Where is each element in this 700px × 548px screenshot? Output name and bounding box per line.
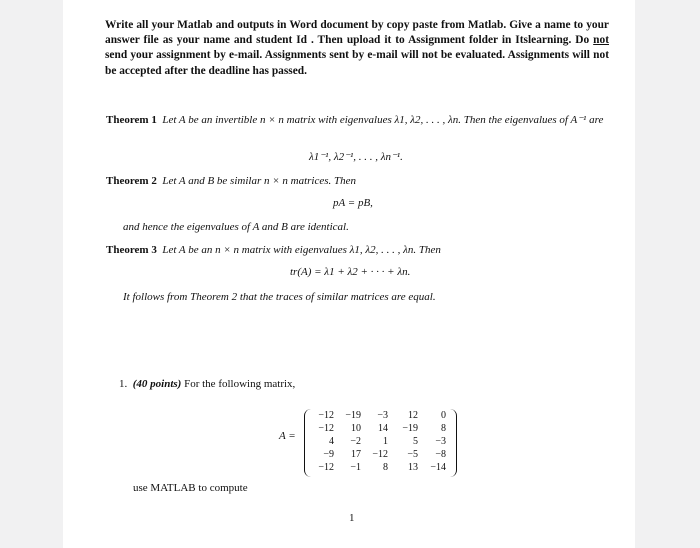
instructions-text-2: send your assignment by e-mail. Assignments sent by e-mail will not be evaluated. Assignments will not be accepted after the deadline has passed. (105, 49, 609, 77)
matrix-row (310, 449, 451, 462)
matrix-row (310, 410, 451, 423)
instructions-not-emphasis: not (593, 34, 609, 47)
problem-footer: use MATLAB to compute (133, 482, 248, 494)
matrix-cell: −19 (402, 423, 418, 434)
theorem-1-equation: λ1⁻¹, λ2⁻¹, . . . , λn⁻¹. (309, 151, 403, 163)
matrix-row (310, 423, 451, 436)
matrix-cell: 17 (351, 449, 361, 460)
matrix-cell: −12 (318, 410, 334, 421)
theorem-1-label: Theorem 1 (106, 114, 157, 126)
problem-points: (40 points) (132, 378, 182, 390)
instructions-text-1: Write all your Matlab and outputs in Word document by copy paste from Matlab. Give a name to your answer file as your name and student Id . Then upload it to Assignment folder in Itslearning. Do (105, 19, 609, 47)
matrix-cell: 8 (441, 423, 446, 434)
theorem-2-label: Theorem 2 (106, 175, 157, 187)
theorem-2 (106, 174, 609, 188)
theorem-2-equation: pA = pB, (333, 197, 373, 209)
problem-number: 1. (119, 378, 128, 390)
theorem-2-after (123, 220, 349, 234)
theorem-3-text: Let A be an n × n matrix with eigenvalues λ1, λ2, . . . , λn. Then (162, 244, 441, 256)
problem-text: For the following matrix, (184, 378, 296, 390)
matrix-cell: −3 (377, 410, 388, 421)
matrix-cell: −3 (435, 436, 446, 447)
theorem-2-text: Let A and B be similar n × n matrices. Then (162, 175, 357, 187)
matrix-cell: −14 (430, 462, 446, 473)
matrix-cell: 5 (413, 436, 418, 447)
matrix-cell: −12 (318, 462, 334, 473)
theorem-3-equation: tr(A) = λ1 + λ2 + · · · + λn. (290, 266, 411, 278)
matrix-row (310, 462, 451, 475)
matrix-cell: 10 (351, 423, 361, 434)
theorem-3-label: Theorem 3 (106, 244, 157, 256)
matrix-cell: 4 (329, 436, 334, 447)
matrix-cell: 12 (408, 410, 418, 421)
matrix-cell: −12 (318, 423, 334, 434)
matrix-cell: −12 (372, 449, 388, 460)
matrix-cell: −9 (323, 449, 334, 460)
matrix-row (310, 436, 451, 449)
matrix-cell: −8 (435, 449, 446, 460)
matrix-cell: 8 (383, 462, 388, 473)
instructions-paragraph (105, 18, 609, 79)
document-page (63, 0, 635, 548)
theorem-1 (106, 113, 609, 127)
matrix-cell: 0 (441, 410, 446, 421)
matrix-cell: −2 (350, 436, 361, 447)
theorem-3-after (123, 290, 436, 304)
matrix-cell: −19 (345, 410, 361, 421)
page-number: 1 (349, 512, 355, 524)
matrix-cell: 1 (383, 436, 388, 447)
matrix-cell: 14 (378, 423, 388, 434)
theorem-1-text: Let A be an invertible n × n matrix with eigenvalues λ1, λ2, . . . , λn. Then the eigenvalues of A⁻¹ are (162, 114, 604, 126)
theorem-2-after-text: and hence the eigenvalues of A and B are identical. (123, 221, 349, 233)
matrix-cell: −5 (407, 449, 418, 460)
matrix-cell: 13 (408, 462, 418, 473)
matrix-cell: −1 (350, 462, 361, 473)
problem-1 (119, 378, 295, 390)
matrix-label: A = (279, 430, 296, 442)
theorem-3-after-text: It follows from Theorem 2 that the traces of similar matrices are equal. (123, 291, 436, 303)
theorem-3 (106, 243, 609, 257)
matrix-a (304, 409, 457, 477)
